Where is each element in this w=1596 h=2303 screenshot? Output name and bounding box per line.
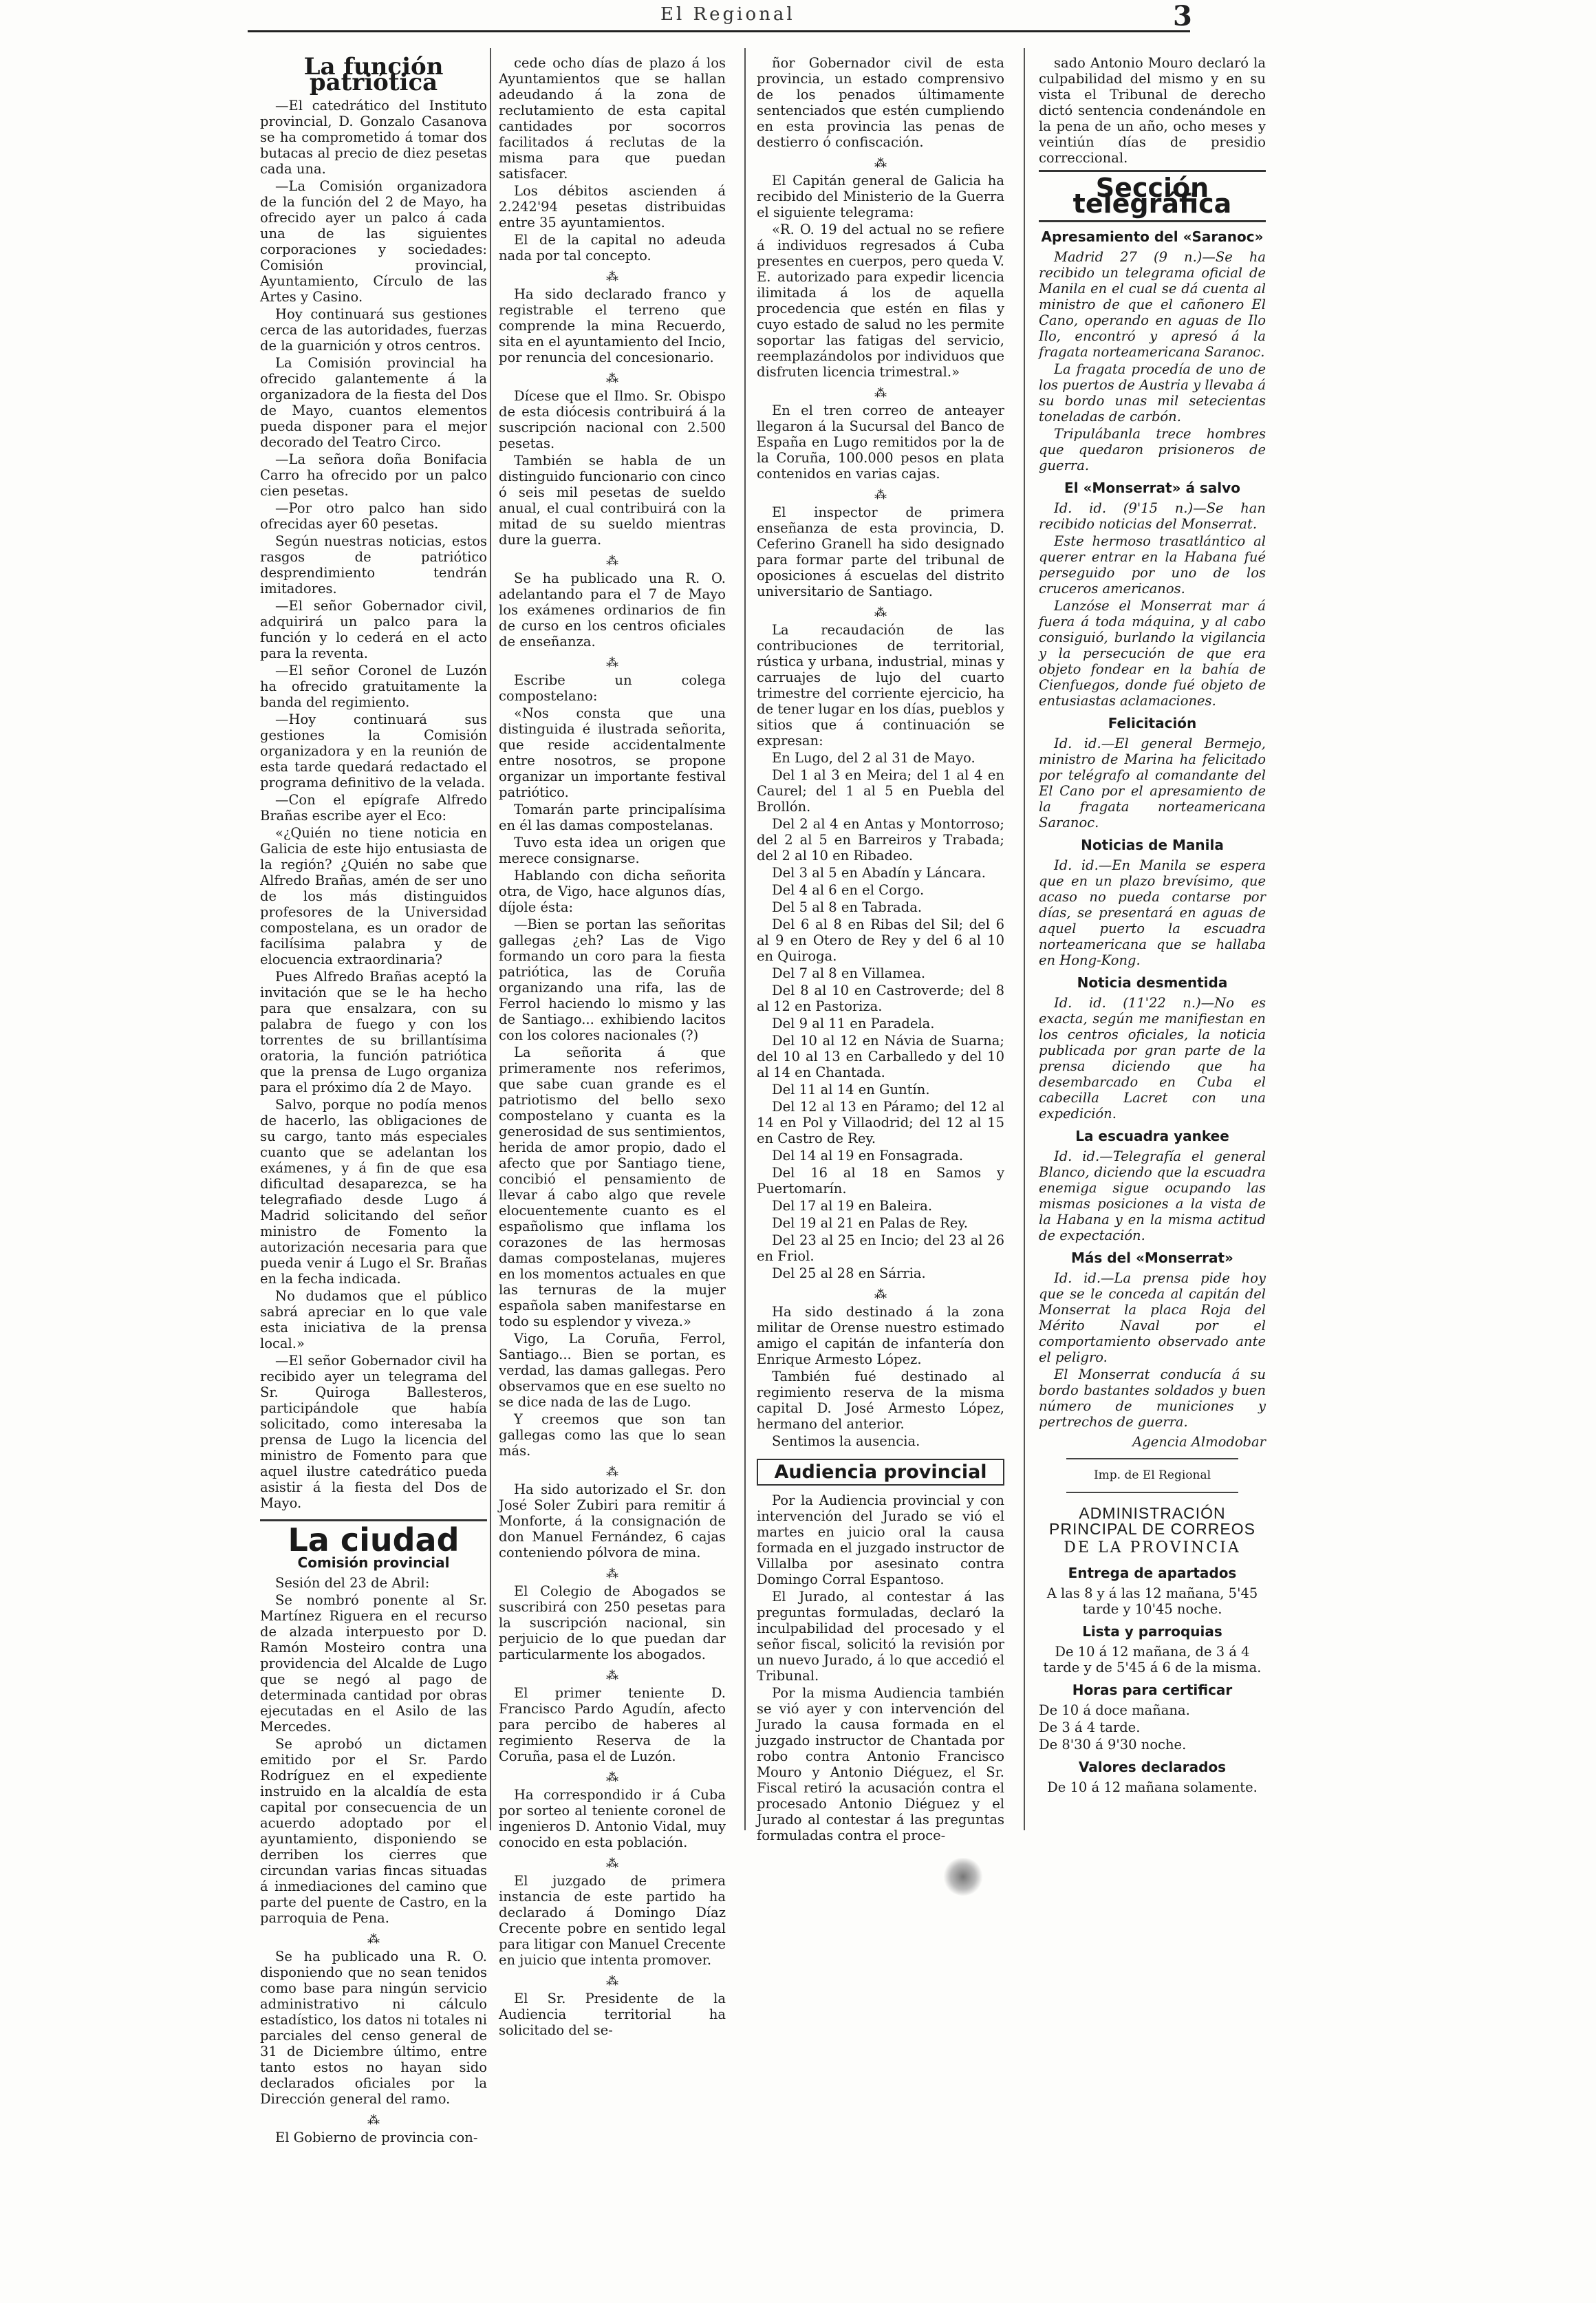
paragraph: El Capitán general de Galicia ha recibido del Ministerio de la Guerra el siguiente telegrama: [757, 173, 1004, 220]
paragraph: No dudamos que el público sabrá apreciar en lo que vale esta iniciativa de la prensa local.» [260, 1288, 487, 1351]
paragraph: El Jurado, al contestar á las preguntas formuladas, declaró la inculpabilidad del procesado y el señor fiscal, solicitó la revisión por un nuevo Jurado, á lo que accedió el Tribunal. [757, 1589, 1004, 1684]
paragraph: Ha sido destinado á la zona militar de Orense nuestro estimado amigo el capitán de infantería don Enrique Armesto López. [757, 1304, 1004, 1367]
paragraph: Ha sido declarado franco y registrable el terreno que comprende la mina Recuerdo, sita en el ayuntamiento del Incio, por renuncia del concesionario. [499, 286, 726, 365]
ornament: ⁂ [606, 1974, 618, 1989]
paragraph: La recaudación de las contribuciones de territorial, rústica y urbana, industrial, minas y carruajes de lujo del cuarto trimestre del corriente ejercicio, ha de tener lugar en los días, pueblos y sitios que á continuación se expresan: [757, 622, 1004, 749]
paragraph: —Hoy continuará sus gestiones la Comisión organizadora y en la reunión de esta tarde quedará redactado el programa definitivo de la velada. [260, 711, 487, 791]
subheading: Valores declarados [1078, 1759, 1227, 1775]
paragraph: Id. id.—En Manila se espera que en un plazo brevísimo, que acaso no pueda contarse por días, se presentará en aguas de aquel puerto la escuadra norteamericana que se hallaba en Hong-Kong. [1039, 857, 1266, 968]
paragraph: Del 7 al 8 en Villamea. [772, 965, 926, 981]
paragraph: El primer teniente D. Francisco Pardo Agudín, afecto para percibo de haberes al regimiento Reserva de la Coruña, pasa el de Luzón. [499, 1685, 726, 1764]
paragraph: Del 11 al 14 en Guntín. [772, 1082, 930, 1097]
subheading: La escuadra yankee [1075, 1128, 1229, 1144]
subheading: Entrega de apartados [1068, 1565, 1237, 1581]
ornament: ⁂ [874, 156, 887, 171]
paragraph: Se nombró ponente al Sr. Martínez Riguera en el recurso de alzada interpuesto por D. Ramón Mosteiro contra una providencia del Alcalde de Lugo que se negó al pago de determinada cantidad por obras ejecutadas en el Asilo de las Mercedes. [260, 1592, 487, 1735]
paragraph: —La Comisión organizadora de la función del 2 de Mayo, ha ofrecido ayer un palco á cada una de las siguientes corporaciones y sociedades: Comisión provincial, Ayuntamiento, Círculo de las Artes y Casino. [260, 178, 487, 305]
paragraph: El juzgado de primera instancia de este partido ha declarado á Domingo Díaz Crecente pobre en sentido legal para litigar con Manuel Crecente en juicio que intenta promover. [499, 1873, 726, 1968]
paragraph: Se aprobó un dictamen emitido por el Sr. Pardo Rodríguez en el expediente instruido en la alcaldía de esta capital por consecuencia de un acuerdo adoptado por el ayuntamiento, disponiendo se derriben los cierres que circundan varias fincas situadas á inmediaciones del camino que parte del puente de Castro, en la parroquia de Pena. [260, 1736, 487, 1926]
ornament: ⁂ [606, 1567, 618, 1581]
subheading: Más del «Monserrat» [1071, 1250, 1233, 1266]
ornament: ⁂ [874, 488, 887, 502]
paragraph: Hablando con dicha señorita otra, de Vigo, hace algunos días, díjole ésta: [499, 868, 726, 915]
paragraph: Del 4 al 6 en el Corgo. [772, 882, 925, 898]
column-rule [490, 48, 491, 1830]
article-title: La función patriótica [303, 53, 444, 96]
paragraph: La fragata procedía de uno de los puertos de Austria y llevaba á su bordo unas mil setecientas toneladas de carbón. [1039, 361, 1266, 425]
paragraph: Del 9 al 11 en Paradela. [772, 1016, 935, 1031]
column-4 [1039, 55, 1266, 1797]
subheading: El «Monserrat» á salvo [1064, 480, 1240, 496]
subheading: Lista y parroquias [1082, 1623, 1222, 1640]
paragraph: El Sr. Presidente de la Audiencia territorial ha solicitado del se- [499, 1991, 726, 2038]
paragraph: Ha sido autorizado el Sr. don José Soler Zubiri para remitir á Monforte, á la consignación de don Manuel Fernández, 6 cajas conteniendo pólvora de mina. [499, 1481, 726, 1561]
paragraph: Id. id. (9'15 n.)—Se han recibido noticias del Monserrat. [1039, 500, 1266, 532]
paragraph: Id. id.—La prensa pide hoy que se le conceda al capitán del Monserrat la placa Roja del Mérito Naval por el comportamiento observado ante el peligro. [1039, 1270, 1266, 1365]
ornament: ⁂ [606, 270, 618, 284]
post-schedule [1039, 1565, 1266, 1795]
ornament: ⁂ [367, 1932, 380, 1947]
column-rule [744, 48, 746, 1830]
paragraph: —El catedrático del Instituto provincial, D. Gonzalo Casanova se ha comprometido á tomar dos butacas al precio de diez pesetas cada una. [260, 98, 487, 177]
schedule-line: De 10 á 12 mañana, de 3 á 4 tarde y de 5'45 á 6 de la misma. [1043, 1644, 1262, 1675]
paragraph: Del 10 al 12 en Návia de Suarna; del 10 al 13 en Carballedo y del 10 al 14 en Chantada. [757, 1033, 1004, 1080]
page-number: 3 [1173, 0, 1192, 32]
section-title: Sección telegráfica [1039, 170, 1266, 222]
subheading: Apresamiento del «Saranoc» [1041, 228, 1264, 245]
imprint: Imp. de El Regional [1093, 1468, 1211, 1482]
paragraph: Según nuestras noticias, estos rasgos de patriótico desprendimiento tendrán imitadores. [260, 533, 487, 597]
paragraph: Pues Alfredo Brañas aceptó la invitación que se le ha hecho para que ensalzara, con su palabra de fuego y con los torrentes de su brillantísima oratoria, la función patriótica que la prensa de Lugo organiza para el próximo día 2 de Mayo. [260, 969, 487, 1095]
paragraph: —Con el epígrafe Alfredo Brañas escribe ayer el Eco: [260, 792, 487, 824]
paragraph: Sentimos la ausencia. [772, 1433, 920, 1449]
paragraph: Escribe un colega compostelano: [499, 672, 726, 704]
paragraph: En Lugo, del 2 al 31 de Mayo. [772, 750, 975, 766]
paragraph: También se habla de un distinguido funcionario con cinco ó seis mil pesetas de sueldo anual, el cual contribuirá con la mitad de su sueldo mientras dure la guerra. [499, 453, 726, 548]
paragraph: Del 5 al 8 en Tabrada. [772, 899, 923, 915]
paragraph: Del 23 al 25 en Incio; del 23 al 26 en Friol. [757, 1232, 1004, 1264]
paragraph: Del 8 al 10 en Castroverde; del 8 al 12 en Pastoriza. [757, 983, 1004, 1014]
subheading: Noticia desmentida [1077, 974, 1228, 991]
paragraph: Hoy continuará sus gestiones cerca de las autoridades, fuerzas de la guarnición y otros centros. [260, 306, 487, 354]
paragraph: Tripulábanla trece hombres que quedaron prisioneros de guerra. [1039, 426, 1266, 473]
paragraph: Del 25 al 28 en Sárria. [772, 1265, 926, 1281]
schedule-line: De 3 á 4 tarde. [1039, 1720, 1141, 1735]
notice-subtitle: DE LA PROVINCIA [1064, 1539, 1241, 1556]
ornament: ⁂ [606, 656, 618, 670]
paragraph: «R. O. 19 del actual no se refiere á individuos regresados á Cuba presentes en cuerpos, pero queda V. E. autorizado para expedir licencia ilimitada á los de aquella procedencia que estén en filas y cuyo estado de salud no les permite soportar las fatigas del servicio, reemplazándolos por individuos que disfruten licencia trimestral.» [757, 222, 1004, 380]
paragraph: —El señor Gobernador civil ha recibido ayer un telegrama del Sr. Quiroga Ballesteros, participándole que había solicitado, como interesaba la prensa de Lugo la licencia del ministro de Fomento para que aquel ilustre catedrático pueda asistir á la fiesta del Dos de Mayo. [260, 1353, 487, 1511]
paragraph: Del 16 al 18 en Samos y Puertomarín. [757, 1165, 1004, 1197]
paragraph: Tuvo esta idea un origen que merece consignarse. [499, 835, 726, 866]
ornament: ⁂ [606, 372, 618, 386]
paragraph: La Comisión provincial ha ofrecido galantemente á la organizadora de la fiesta del Dos de Mayo, cuantos elementos pueda disponer para el mejor decorado del Teatro Circo. [260, 355, 487, 450]
paragraph: sado Antonio Mouro declaró la culpabilidad del mismo y en su vista el Tribunal de derecho dictó sentencia condenándole en la pena de un año, ocho meses y veintiún días de presidio correccional. [1039, 55, 1266, 166]
paragraph: Id. id.—Telegrafía el general Blanco, diciendo que la escuadra enemiga sigue ocupando las mismas posiciones a la vista de la Habana y en la misma actitud de expectación. [1039, 1148, 1266, 1243]
paragraph: Del 14 al 19 en Fonsagrada. [772, 1148, 964, 1164]
paragraph: Del 6 al 8 en Ribas del Sil; del 6 al 9 en Otero de Rey y del 6 al 10 en Quiroga. [757, 917, 1004, 964]
paragraph: —El señor Gobernador civil, adquirirá un palco para la función y lo cederá en el acto para la reventa. [260, 598, 487, 661]
paragraph: Del 19 al 21 en Palas de Rey. [772, 1215, 968, 1231]
paragraph: Salvo, porque no podía menos de hacerlo, las obligaciones de su cargo, tanto más especiales cuanto que se adelantan los exámenes, y á fin de que esa dificultad desaparezca, se ha telegrafiado desde Lugo á Madrid solicitando del señor ministro de Fomento la autorización necesaria para que pueda venir á Lugo el Sr. Brañas en la fecha indicada. [260, 1097, 487, 1287]
section-title: Audiencia provincial [757, 1459, 1004, 1486]
paragraph: —El señor Coronel de Luzón ha ofrecido gratuitamente la banda del regimiento. [260, 663, 487, 710]
paragraph: Del 1 al 3 en Meira; del 1 al 4 en Caurel; del 1 al 5 en Puebla del Brollón. [757, 767, 1004, 815]
paragraph: —La señora doña Bonifacia Carro ha ofrecido por un palco cien pesetas. [260, 451, 487, 499]
ornament: ⁂ [874, 606, 887, 620]
ornament: ⁂ [606, 1669, 618, 1683]
column-1 [260, 55, 487, 2147]
paragraph: Por la Audiencia provincial y con intervención del Jurado se vió el martes en juicio oral la causa formada en el juzgado instructor de Villalba por asesinato contra Domingo Corral Espantoso. [757, 1492, 1004, 1587]
paragraph: El Monserrat conducía á su bordo bastantes soldados y buen número de municiones y pertrechos de guerra. [1039, 1367, 1266, 1430]
paragraph: El Colegio de Abogados se suscribirá con 250 pesetas para la suscripción nacional, sin perjuicio de lo que puedan dar particularmente los abogados. [499, 1583, 726, 1662]
paragraph: «Nos consta que una distinguida é ilustrada señorita, que reside accidentalmente entre nosotros, se propone organizar un importante festival patriótico. [499, 705, 726, 800]
paragraph: El de la capital no adeuda nada por tal concepto. [499, 232, 726, 264]
schedule-line: De 8'30 á 9'30 noche. [1039, 1737, 1187, 1753]
paragraph: Dícese que el Ilmo. Sr. Obispo de esta diócesis contribuirá á la suscripción nacional con 2.500 pesetas. [499, 388, 726, 451]
paragraph: La señorita á que primeramente nos referimos, que sabe cuan grande es el patriotismo del bello sexo compostelano y cuanta es la generosidad de sus sentimientos, herida de amor propio, dado el afecto que por Santiago tiene, concibió el pensamiento de llevar á cabo algo que revele elocuentemente cuanto es el españolismo que inflama los corazones de las hermosas damas compostelanas, mujeres en los momentos actuales en que las ternuras de la mujer española saben manifestarse en todo su esplendor y viveza.» [499, 1045, 726, 1329]
paragraph: Vigo, La Coruña, Ferrol, Santiago... Bien se portan, es verdad, las damas gallegas. Pero observamos que en ese suelto no se dice nada de las de Lugo. [499, 1331, 726, 1410]
paragraph: Madrid 27 (9 n.)—Se ha recibido un telegrama oficial de Manila en el cual se dá cuenta al ministro de que el cañonero El Cano, operando en aguas de Ilo Ilo, encontró y apresó á la fragata norteamericana Saranoc. [1039, 249, 1266, 360]
agency-signature: Agencia Almodobar [1132, 1434, 1266, 1450]
paragraph: Del 3 al 5 en Abadín y Láncara. [772, 865, 986, 881]
paragraph: Id. id. (11'22 n.)—No es exacta, según me manifiestan en los centros oficiales, la noticia publicada por gran parte de la prensa diciendo que ha desembarcado en Cuba el cabecilla Lacret con una expedición. [1039, 995, 1266, 1122]
subheading: Noticias de Manila [1081, 837, 1224, 853]
paragraph: Sesión del 23 de Abril: [275, 1575, 430, 1591]
ink-smudge [942, 1858, 984, 1896]
paragraph: En el tren correo de anteayer llegaron á la Sucursal del Banco de España en Lugo remitidos por la de la Coruña, 100.000 pesos en plata contenidos en varias cajas. [757, 403, 1004, 482]
ornament: ⁂ [606, 1770, 618, 1785]
divider [1066, 1458, 1238, 1459]
subheading: Horas para certificar [1072, 1682, 1233, 1698]
paragraph: Este hermoso trasatlántico al querer entrar en la Habana fué perseguido por uno de los cruceros americanos. [1039, 533, 1266, 597]
paragraph: También fué destinado al regimiento reserva de la misma capital D. José Armesto López, hermano del anterior. [757, 1369, 1004, 1432]
paragraph: Se ha publicado una R. O. disponiendo que no sean tenidos como base para ningún servicio administrativo ni cálculo estadístico, los datos ni totales ni parciales del censo general de 31 de Diciembre último, entre tanto estos no hayan sido declarados oficiales por la Dirección general del ramo. [260, 1949, 487, 2107]
section-title: La ciudad [260, 1519, 487, 1548]
ornament: ⁂ [606, 554, 618, 568]
ornament: ⁂ [874, 1287, 887, 1302]
schedule-line: A las 8 y á las 12 mañana, 5'45 tarde y 10'45 noche. [1046, 1585, 1258, 1617]
schedule-line: De 10 á doce mañana. [1039, 1702, 1190, 1718]
paragraph: Ha correspondido ir á Cuba por sorteo al teniente coronel de ingenieros D. Antonio Vidal, muy conocido en esta población. [499, 1787, 726, 1850]
ornament: ⁂ [606, 1465, 618, 1479]
paragraph: —Bien se portan las señoritas gallegas ¿eh? Las de Vigo formando un coro para la fiesta patriótica, las de Coruña organizando una rifa, las de Ferrol haciendo lo mismo y las de Santiago... exhibiendo lacitos con los colores nacionales (?) [499, 917, 726, 1043]
notice-title: ADMINISTRACIÓN PRINCIPAL DE CORREOS [1049, 1504, 1255, 1538]
subheading: Felicitación [1108, 715, 1197, 731]
ornament: ⁂ [367, 2113, 380, 2128]
paragraph: —Por otro palco han sido ofrecidas ayer 60 pesetas. [260, 500, 487, 532]
column-3 [757, 55, 1004, 1845]
column-rule [1024, 48, 1025, 1830]
paragraph: Tomarán parte principalísima en él las damas compostelanas. [499, 802, 726, 833]
paragraph: El Gobierno de provincia con- [275, 2130, 478, 2145]
paragraph: «¿Quién no tiene noticia en Galicia de este hijo entusiasta de la región? ¿Quién no sabe que Alfredo Brañas, amén de ser uno de los más distinguidos profesores de la Universidad compostelana, es un orador de facilísima palabra y de elocuencia extraordinaria? [260, 825, 487, 967]
schedule-line: De 10 á 12 mañana solamente. [1047, 1779, 1258, 1795]
paragraph: Por la misma Audiencia también se vió ayer y con intervención del Jurado la causa formada en el juzgado instructor de Chantada por robo contra Antonio Francisco Mouro y Antonio Diéguez, el Sr. Fiscal retiró la acusación contra el procesado Antonio Diéguez y el Jurado al contestar á las preguntas formuladas contra el proce- [757, 1685, 1004, 1843]
paragraph: El inspector de primera enseñanza de esta provincia, D. Ceferino Granell ha sido designado para formar parte del tribunal de oposiciones á escuelas del distrito universitario de Santiago. [757, 504, 1004, 599]
paragraph: ñor Gobernador civil de esta provincia, un estado comprensivo de los penados últimamente sentenciados que estén cumpliendo en esta provincia las penas de destierro ó confiscación. [757, 55, 1004, 150]
paragraph: cede ocho días de plazo á los Ayuntamientos que se hallan adeudando á la zona de reclutamiento de esta capital cantidades por socorros facilitados á reclutas de la misma para que puedan satisfacer. [499, 55, 726, 182]
paragraph: Se ha publicado una R. O. adelantando para el 7 de Mayo los exámenes ordinarios de fin de curso en los centros oficiales de enseñanza. [499, 570, 726, 650]
paragraph: Del 12 al 13 en Páramo; del 12 al 14 en Pol y Villaodrid; del 12 al 15 en Castro de Rey. [757, 1099, 1004, 1146]
ornament: ⁂ [606, 1856, 618, 1871]
subheading: Comisión provincial [297, 1554, 450, 1571]
paragraph: Del 17 al 19 en Baleira. [772, 1198, 933, 1214]
article-body [260, 98, 487, 1511]
paragraph: Los débitos ascienden á 2.242'94 pesetas distribuidas entre 35 ayuntamientos. [499, 183, 726, 231]
masthead: El Regional [660, 4, 795, 25]
ornament: ⁂ [874, 386, 887, 400]
paragraph: Id. id.—El general Bermejo, ministro de Marina ha felicitado por telégrafo al comandante del El Cano por el apresamiento de la fragata norteamericana Saranoc. [1039, 736, 1266, 831]
paragraph: Del 2 al 4 en Antas y Montorroso; del 2 al 5 en Barreiros y Trabada; del 2 al 10 en Ribadeo. [757, 816, 1004, 864]
divider [1066, 1492, 1238, 1493]
column-2 [499, 55, 726, 2039]
paragraph: Y creemos que son tan gallegas como las que lo sean más. [499, 1411, 726, 1459]
paragraph: Lanzóse el Monserrat mar á fuera á toda máquina, y al cabo consiguió, burlando la vigilancia y la persecución de que era objeto fondear en la bahía de Cienfuegos, donde fué objeto de entusiastas aclamaciones. [1039, 598, 1266, 709]
